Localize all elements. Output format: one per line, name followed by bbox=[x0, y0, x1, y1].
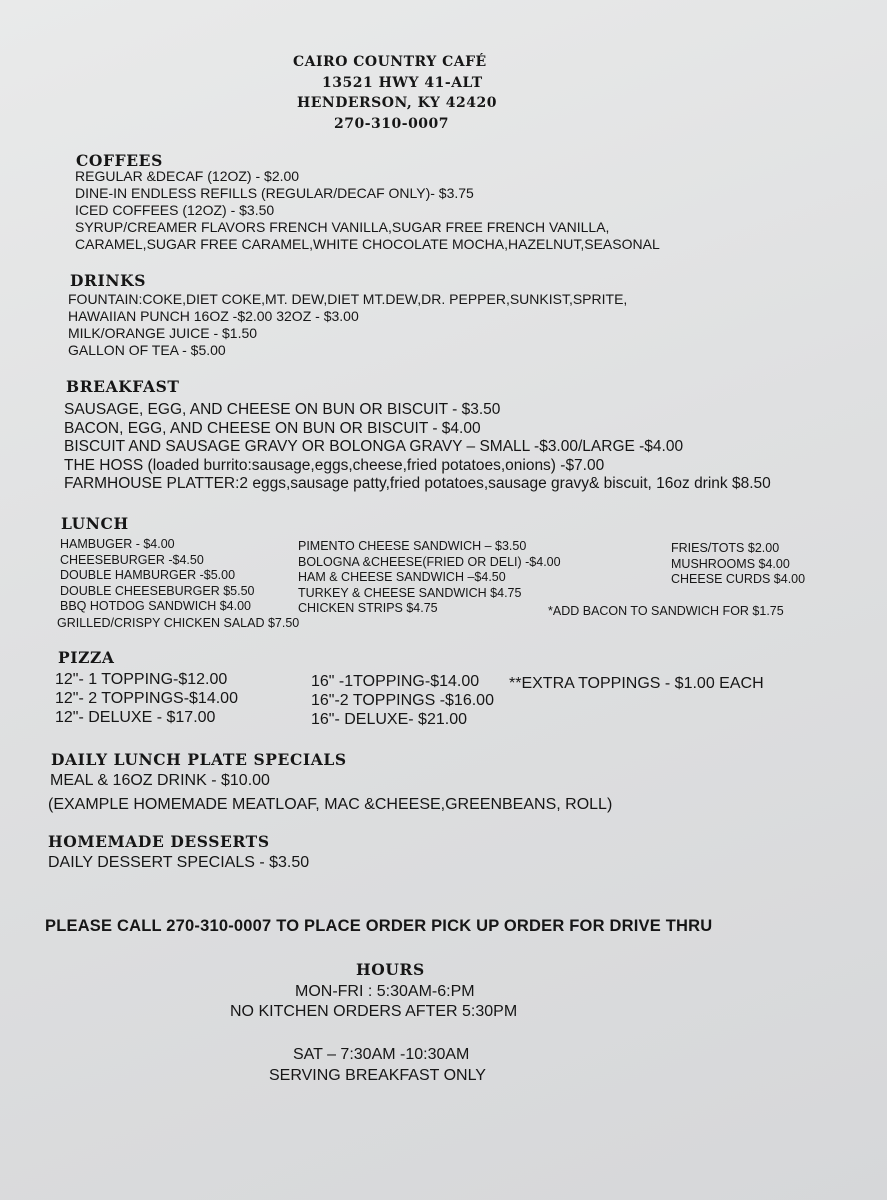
drinks-list bbox=[68, 291, 627, 359]
list-item: 12"- 2 TOPPINGS-$14.00 bbox=[55, 690, 238, 707]
list-item: SYRUP/CREAMER FLAVORS FRENCH VANILLA,SUGAR FREE FRENCH VANILLA, bbox=[75, 219, 610, 235]
pizza-title: PIZZA bbox=[58, 648, 115, 667]
cafe-address-line2: HENDERSON, KY 42420 bbox=[297, 95, 497, 111]
list-item: BOLOGNA &CHEESE(FRIED OR DELI) -$4.00 bbox=[298, 554, 561, 569]
list-item: DINE-IN ENDLESS REFILLS (REGULAR/DECAF ONLY)- $3.75 bbox=[75, 185, 474, 201]
list-item: BISCUIT AND SAUSAGE GRAVY OR BOLONGA GRAVY – SMALL -$3.00/LARGE -$4.00 bbox=[64, 438, 684, 455]
cafe-name: CAIRO COUNTRY CAFÉ bbox=[293, 54, 487, 70]
daily-specials-line: MEAL & 16OZ DRINK - $10.00 bbox=[50, 772, 270, 789]
cafe-address-line1: 13521 HWY 41-ALT bbox=[322, 75, 483, 91]
lunch-col-sandwiches bbox=[298, 539, 561, 617]
lunch-title: LUNCH bbox=[61, 514, 129, 533]
list-item: HAM & CHEESE SANDWICH –$4.50 bbox=[298, 570, 506, 584]
list-item: MUSHROOMS $4.00 bbox=[671, 556, 790, 571]
desserts-line: DAILY DESSERT SPECIALS - $3.50 bbox=[48, 854, 310, 871]
list-item: 16"-2 TOPPINGS -$16.00 bbox=[311, 692, 494, 709]
pizza-col-12inch bbox=[55, 670, 238, 727]
desserts-title: HOMEMADE DESSERTS bbox=[48, 832, 270, 851]
list-item: DOUBLE CHEESEBURGER $5.50 bbox=[60, 583, 255, 598]
lunch-col-sides bbox=[671, 541, 805, 588]
list-item: TURKEY & CHEESE SANDWICH $4.75 bbox=[298, 585, 522, 600]
coffees-list bbox=[75, 168, 660, 253]
coffees-title: COFFEES bbox=[76, 151, 163, 170]
list-item: MILK/ORANGE JUICE - $1.50 bbox=[68, 325, 258, 341]
hours-saturday: SAT – 7:30AM -10:30AM bbox=[293, 1046, 470, 1063]
bacon-addon-note: *ADD BACON TO SANDWICH FOR $1.75 bbox=[548, 604, 784, 618]
chicken-salad-item: GRILLED/CRISPY CHICKEN SALAD $7.50 bbox=[57, 616, 300, 630]
list-item: HAWAIIAN PUNCH 16OZ -$2.00 32OZ - $3.00 bbox=[68, 308, 359, 324]
breakfast-list bbox=[64, 401, 771, 494]
list-item: 16"- DELUXE- $21.00 bbox=[311, 711, 467, 728]
call-to-order-notice: PLEASE CALL 270-310-0007 TO PLACE ORDER PICK UP ORDER FOR DRIVE THRU bbox=[45, 917, 713, 935]
list-item: 16" -1TOPPING-$14.00 bbox=[311, 673, 480, 690]
list-item: REGULAR &DECAF (12OZ) - $2.00 bbox=[75, 168, 300, 184]
hours-weekday-note: NO KITCHEN ORDERS AFTER 5:30PM bbox=[230, 1003, 518, 1020]
hours-weekday: MON-FRI : 5:30AM-6:PM bbox=[295, 983, 475, 1000]
list-item: THE HOSS (loaded burrito:sausage,eggs,cheese,fried potatoes,onions) -$7.00 bbox=[64, 456, 605, 474]
cafe-phone: 270-310-0007 bbox=[334, 116, 450, 132]
list-item: BBQ HOTDOG SANDWICH $4.00 bbox=[60, 599, 252, 613]
breakfast-title: BREAKFAST bbox=[66, 377, 180, 396]
list-item: CHICKEN STRIPS $4.75 bbox=[298, 601, 438, 615]
list-item: CARAMEL,SUGAR FREE CARAMEL,WHITE CHOCOLATE MOCHA,HAZELNUT,SEASONAL bbox=[75, 236, 660, 252]
daily-specials-example: (EXAMPLE HOMEMADE MEATLOAF, MAC &CHEESE,GREENBEANS, ROLL) bbox=[48, 796, 613, 813]
list-item: FOUNTAIN:COKE,DIET COKE,MT. DEW,DIET MT.DEW,DR. PEPPER,SUNKIST,SPRITE, bbox=[68, 291, 628, 307]
hours-saturday-note: SERVING BREAKFAST ONLY bbox=[269, 1067, 486, 1084]
drinks-title: DRINKS bbox=[70, 271, 147, 290]
list-item: PIMENTO CHEESE SANDWICH – $3.50 bbox=[298, 539, 527, 553]
list-item: DOUBLE HAMBURGER -$5.00 bbox=[60, 568, 236, 582]
pizza-col-16inch bbox=[311, 672, 494, 729]
list-item: FARMHOUSE PLATTER:2 eggs,sausage patty,fried potatoes,sausage gravy& biscuit, 16oz drink $8.50 bbox=[64, 475, 771, 492]
list-item: CHEESEBURGER -$4.50 bbox=[60, 552, 204, 567]
list-item: BACON, EGG, AND CHEESE ON BUN OR BISCUIT - $4.00 bbox=[64, 419, 481, 437]
list-item: CHEESE CURDS $4.00 bbox=[671, 572, 806, 586]
list-item: FRIES/TOTS $2.00 bbox=[671, 541, 780, 555]
list-item: 12"- 1 TOPPING-$12.00 bbox=[55, 671, 228, 688]
lunch-col-burgers bbox=[60, 537, 255, 615]
list-item: SAUSAGE, EGG, AND CHEESE ON BUN OR BISCUIT - $3.50 bbox=[64, 401, 501, 418]
list-item: ICED COFFEES (12OZ) - $3.50 bbox=[75, 202, 275, 218]
list-item: 12"- DELUXE - $17.00 bbox=[55, 709, 216, 726]
hours-title: HOURS bbox=[356, 960, 425, 979]
list-item: GALLON OF TEA - $5.00 bbox=[68, 342, 226, 358]
list-item: HAMBUGER - $4.00 bbox=[60, 537, 175, 551]
extra-toppings-note: **EXTRA TOPPINGS - $1.00 EACH bbox=[509, 675, 764, 692]
daily-specials-title: DAILY LUNCH PLATE SPECIALS bbox=[51, 750, 347, 769]
